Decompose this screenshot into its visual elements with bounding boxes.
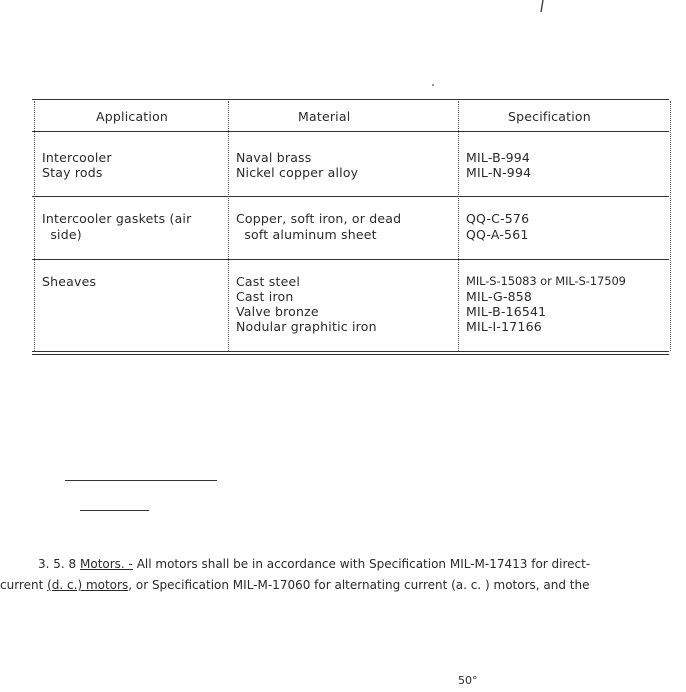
app-intercooler-gaskets: Intercooler gaskets (air [42,211,192,226]
table-top-rule [32,99,669,100]
stray-mark [540,0,544,12]
col-divider-1 [228,101,229,351]
header-rule [32,131,669,132]
spec-1: MIL-B-994 [466,150,531,165]
spec-8: MIL-I-17166 [466,319,542,334]
header-material: Material [298,109,351,124]
paragraph-number: 3. 5. 8 [38,557,77,571]
paragraph-heading: Motors. - [80,557,133,571]
col-divider-right [670,101,671,351]
paragraph-line-2 [0,575,686,596]
col-divider-2 [458,101,459,351]
header-specification: Specification [508,109,591,124]
section-underline-1 [65,480,217,481]
table-bottom-rule-2 [32,354,669,355]
header-application: Application [96,109,169,124]
app-intercooler: Intercooler [42,150,112,165]
table-bottom-rule-1 [32,351,669,352]
paragraph-line-1 [38,554,686,575]
paragraph-line2-start: current [0,578,48,592]
spec-5: MIL-S-15083 or MIL-S-17509 [466,274,626,288]
paragraph-line2-text: , or Specification MIL-M-17060 for alternating current (a. c. ) motors, and the [128,578,590,592]
mat-cast-steel: Cast steel [236,274,301,289]
app-air-side: side) [42,227,82,242]
spec-7: MIL-B-16541 [466,304,547,319]
paragraph-dc-motors: (d. c.) motors [47,578,129,592]
col-divider-left [34,101,35,351]
app-stay-rods: Stay rods [42,165,103,180]
app-sheaves: Sheaves [42,274,97,289]
spec-2: MIL-N-994 [466,165,532,180]
mat-nodular-iron: Nodular graphitic iron [236,319,377,334]
mat-nickel-copper: Nickel copper alloy [236,165,359,180]
group1-rule [32,196,669,197]
mat-naval-brass: Naval brass [236,150,312,165]
group2-rule [32,259,669,260]
mat-valve-bronze: Valve bronze [236,304,319,319]
page-number: 50° [458,674,478,687]
spec-3: QQ-C-576 [466,211,530,226]
mat-copper-soft-iron: Copper, soft iron, or dead [236,211,402,226]
paragraph-line1-text: All motors shall be in accordance with Specification MIL-M-17413 for direct- [132,557,591,571]
mat-aluminum-sheet: soft aluminum sheet [236,227,377,242]
section-underline-2 [80,510,149,511]
mat-cast-iron: Cast iron [236,289,294,304]
spec-4: QQ-A-561 [466,227,529,242]
scan-speck [432,84,434,86]
spec-6: MIL-G-858 [466,289,533,304]
